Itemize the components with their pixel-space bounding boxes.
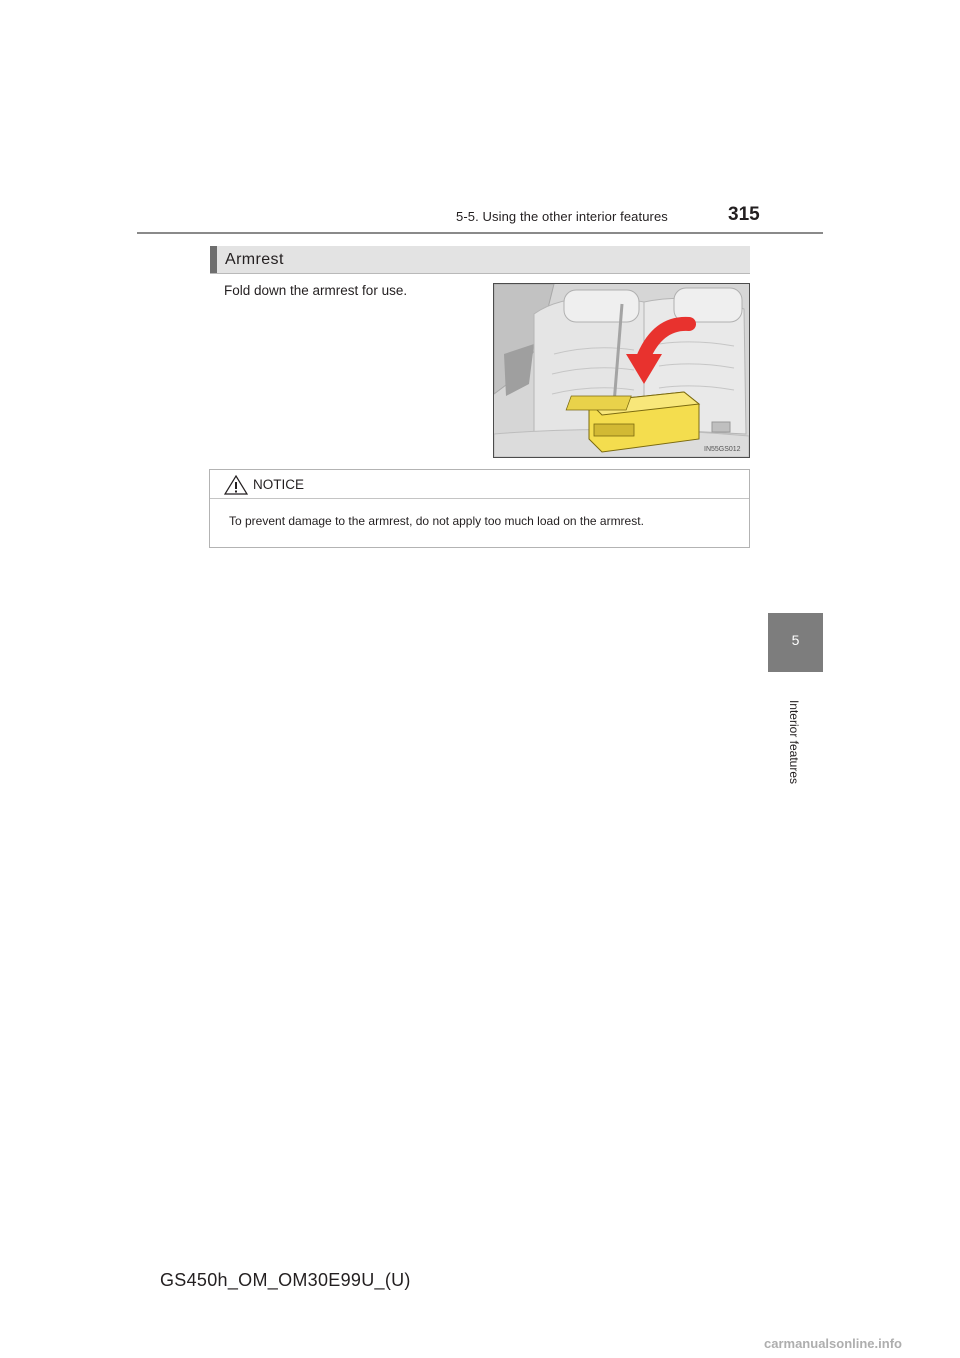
running-header-title: 5-5. Using the other interior features — [456, 209, 668, 224]
section-heading-bar — [210, 246, 750, 274]
chapter-number: 5 — [791, 632, 800, 648]
header-rule — [137, 232, 823, 234]
chapter-label: Interior features — [787, 699, 801, 785]
instruction-text: Fold down the armrest for use. — [224, 283, 408, 298]
page-number: 315 — [728, 204, 760, 225]
illustration-code: IN55GS012 — [704, 446, 741, 453]
watermark: carmanualsonline.info — [764, 1336, 902, 1351]
section-heading: Armrest — [225, 251, 284, 268]
chapter-tab — [768, 613, 823, 672]
rear-seat-drawing — [494, 284, 749, 457]
notice-title: NOTICE — [253, 477, 305, 492]
notice-header — [210, 470, 749, 499]
notice-box — [209, 469, 750, 548]
document-code: GS450h_OM_OM30E99U_(U) — [160, 1270, 411, 1290]
armrest-illustration — [493, 283, 750, 458]
notice-text: To prevent damage to the armrest, do not apply too much load on the armrest. — [229, 514, 644, 528]
section-accent — [210, 246, 217, 273]
warning-triangle-icon — [224, 475, 248, 495]
